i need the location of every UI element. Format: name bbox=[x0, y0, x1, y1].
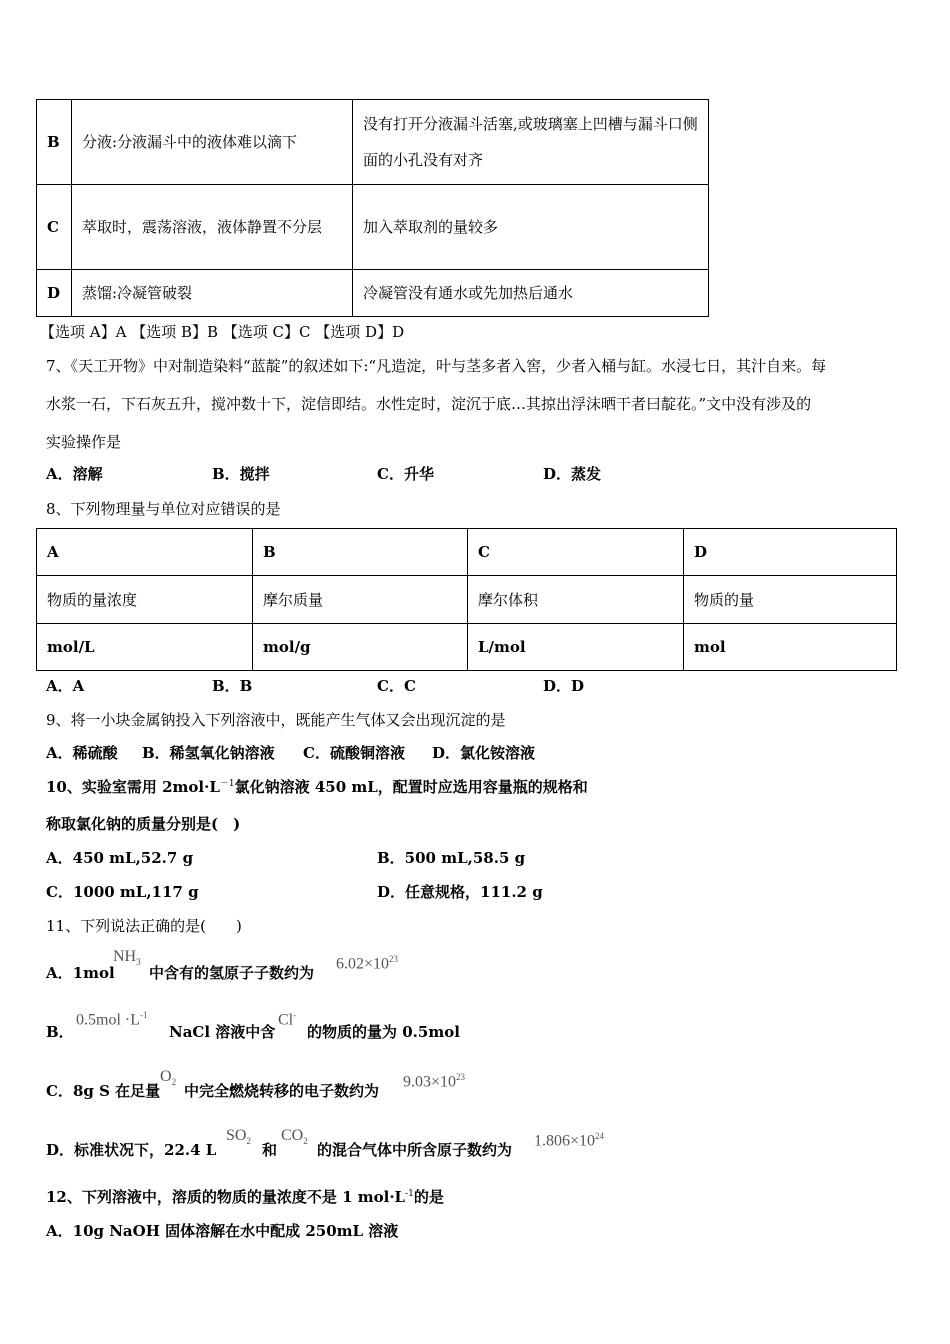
unit-cell: mol/L bbox=[37, 624, 253, 671]
table-row bbox=[37, 185, 709, 270]
quantity-cell: 摩尔质量 bbox=[253, 576, 468, 624]
q11-c-prefix: C．8g S 在足量 bbox=[46, 1082, 161, 1100]
q12-stem bbox=[46, 1186, 444, 1207]
unit-cell: L/mol bbox=[468, 624, 684, 671]
q10-stem-line2: 称取氯化钠的质量分别是( ) bbox=[46, 815, 241, 833]
q11-b-prefix: B． bbox=[46, 1023, 74, 1041]
unit-cell: mol/g bbox=[253, 624, 468, 671]
q12-stem-a: 12、下列溶液中，溶质的物质的量浓度不是 1 mol·L bbox=[46, 1188, 406, 1206]
q12-stem-b: 的是 bbox=[413, 1188, 444, 1206]
row-operation: 分液:分液漏斗中的液体难以滴下 bbox=[72, 100, 353, 185]
unit-cell: mol bbox=[684, 624, 897, 671]
q11-stem: 11、下列说法正确的是( ) bbox=[46, 917, 242, 935]
q12-stem-sup: -1 bbox=[405, 1189, 414, 1199]
q10-option-b[interactable]: B．500 mL,58.5 g bbox=[377, 849, 526, 867]
q10-option-d[interactable]: D．任意规格，111.2 g bbox=[377, 883, 543, 901]
q9-option-b[interactable]: B．稀氢氧化钠溶液 bbox=[142, 744, 275, 762]
units-table bbox=[36, 528, 897, 671]
q8-option-a[interactable]: A．A bbox=[46, 677, 85, 695]
row-reason: 没有打开分液漏斗活塞,或玻璃塞上凹槽与漏斗口侧面的小孔没有对齐 bbox=[353, 100, 709, 185]
header-cell: B bbox=[253, 529, 468, 576]
header-cell: D bbox=[684, 529, 897, 576]
q11-a-mid: 中含有的氢原子子数约为 bbox=[149, 964, 315, 982]
options-table bbox=[36, 99, 709, 317]
row-reason: 加入萃取剂的量较多 bbox=[353, 185, 709, 270]
q9-option-d[interactable]: D．氯化铵溶液 bbox=[432, 744, 536, 762]
q10-stem bbox=[46, 776, 588, 797]
q11-c-mid: 中完全燃烧转移的电子数约为 bbox=[184, 1082, 380, 1100]
formula-so2: $SO_2$ bbox=[226, 1127, 251, 1147]
q9-stem: 9、将一小块金属钠投入下列溶液中，既能产生气体又会出现沉淀的是 bbox=[46, 711, 506, 729]
formula-c-value: $9.03\times 10^{23}$ bbox=[403, 1072, 466, 1091]
q11-option-d[interactable] bbox=[46, 1139, 216, 1160]
q12-option-a[interactable]: A．10g NaOH 固体溶解在水中配成 250mL 溶液 bbox=[46, 1222, 399, 1240]
formula-a-value: $6.02\times 10^{23}$ bbox=[336, 954, 399, 973]
q11-option-a[interactable] bbox=[46, 962, 115, 983]
q7-option-d[interactable]: D．蒸发 bbox=[543, 465, 602, 483]
q11-a-prefix: A．1mol bbox=[46, 964, 115, 982]
formula-nh3: $NH_3$ bbox=[113, 948, 141, 968]
q9-option-a[interactable]: A．稀硫酸 bbox=[46, 744, 118, 762]
table-row bbox=[37, 270, 709, 317]
q11-d-and: 和 bbox=[262, 1141, 278, 1159]
q7-stem-line1: 7、《天工开物》中对制造染料“蓝靛”的叙述如下:“凡造淀，叶与茎多者入窖，少者入桶与缸。水浸七日，其汁自来。每 bbox=[46, 357, 827, 375]
q11-option-c[interactable] bbox=[46, 1080, 160, 1101]
answer-line: 【选项 A】A 【选项 B】B 【选项 C】C 【选项 D】D bbox=[40, 323, 405, 341]
formula-co2: $CO_2$ bbox=[281, 1127, 308, 1147]
header-cell: C bbox=[468, 529, 684, 576]
row-label: D bbox=[37, 270, 72, 317]
q8-stem: 8、下列物理量与单位对应错误的是 bbox=[46, 500, 281, 518]
q7-stem-line3: 实验操作是 bbox=[46, 433, 122, 451]
formula-d-value: $1.806\times 10^{24}$ bbox=[534, 1131, 605, 1150]
q10-stem-a: 10、实验室需用 2mol·L bbox=[46, 778, 220, 796]
q10-stem-b: 氯化钠溶液 450 mL，配置时应选用容量瓶的规格和 bbox=[234, 778, 588, 796]
row-operation: 萃取时，震荡溶液，液体静置不分层 bbox=[72, 185, 353, 270]
q8-option-d[interactable]: D．D bbox=[543, 677, 585, 695]
table-row bbox=[37, 576, 897, 624]
quantity-cell: 物质的量 bbox=[684, 576, 897, 624]
row-reason: 冷凝管没有通水或先加热后通水 bbox=[353, 270, 709, 317]
row-label: C bbox=[37, 185, 72, 270]
q11-b-mid: NaCl 溶液中含 bbox=[169, 1023, 276, 1041]
q8-option-c[interactable]: C．C bbox=[377, 677, 416, 695]
row-operation: 蒸馏:冷凝管破裂 bbox=[72, 270, 353, 317]
quantity-cell: 摩尔体积 bbox=[468, 576, 684, 624]
q8-option-b[interactable]: B．B bbox=[212, 677, 253, 695]
row-label: B bbox=[37, 100, 72, 185]
q11-option-b[interactable] bbox=[46, 1021, 74, 1042]
q11-d-mid: 的混合气体中所含原子数约为 bbox=[317, 1141, 513, 1159]
table-row bbox=[37, 100, 709, 185]
q10-option-a[interactable]: A．450 mL,52.7 g bbox=[46, 849, 194, 867]
formula-o2: $O_2$ bbox=[160, 1068, 177, 1088]
q7-option-b[interactable]: B．搅拌 bbox=[212, 465, 270, 483]
quantity-cell: 物质的量浓度 bbox=[37, 576, 253, 624]
q10-option-c[interactable]: C．1000 mL,117 g bbox=[46, 883, 199, 901]
q7-option-c[interactable]: C．升华 bbox=[377, 465, 434, 483]
table-header-row bbox=[37, 529, 897, 576]
q10-stem-sup: －1 bbox=[219, 779, 235, 789]
formula-b-conc: $0.5mol \cdot L^{-1}$ bbox=[76, 1010, 148, 1029]
q7-option-a[interactable]: A．溶解 bbox=[46, 465, 103, 483]
q11-b-end: 的物质的量为 0.5mol bbox=[307, 1023, 460, 1041]
formula-cl: Cl- bbox=[278, 1010, 297, 1029]
header-cell: A bbox=[37, 529, 253, 576]
q11-d-prefix: D．标准状况下，22.4 L bbox=[46, 1141, 217, 1159]
table-row bbox=[37, 624, 897, 671]
q9-option-c[interactable]: C．硫酸铜溶液 bbox=[303, 744, 405, 762]
q7-stem-line2: 水浆一石，下石灰五升，搅冲数十下，淀信即结。水性定时，淀沉于底…其掠出浮沫晒干者曰靛花。”文中没有涉及的 bbox=[46, 395, 812, 413]
